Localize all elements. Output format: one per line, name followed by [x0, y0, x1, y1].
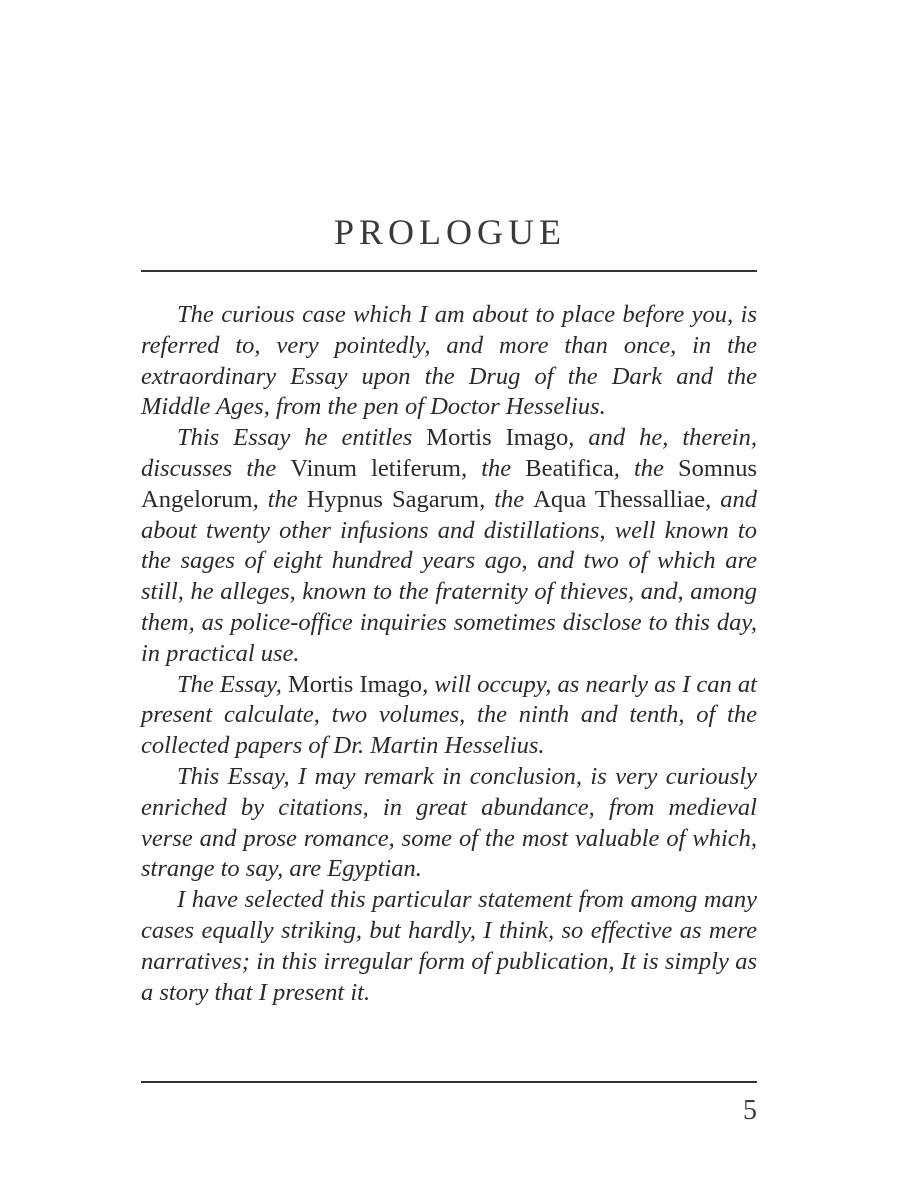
prologue-text	[141, 300, 757, 1008]
text-span: , and about twenty other infusions and distillations, well known to the sages of eight hundred years ago, and two of which are still, he alleges, known to the fraternity of thieves, and, among them, as police-office inquiries sometimes disclose to this day, in practical use.	[141, 485, 758, 667]
text-span: This Essay he entitles	[177, 424, 427, 452]
paragraph-4: This Essay, I may remark in conclusion, is very curiously enriched by citations, in great abundance, from medieval verse and prose romance, some of the most valuable of which, strange to say, are Egyptian.	[141, 762, 757, 883]
essay-title: Mortis Imago	[287, 670, 423, 698]
text-span: The Essay,	[177, 670, 288, 698]
page-number: 5	[743, 1095, 757, 1126]
essay-title: Mortis Imago	[426, 424, 569, 452]
top-rule	[141, 270, 757, 272]
paragraph-5: I have selected this particular statement from among many cases equally striking, but hardly, I think, so effective as mere narratives; in this irregular form of publication, It is simply as a story that I present it.	[141, 886, 757, 1006]
paragraph-3	[141, 670, 757, 762]
bottom-rule	[141, 1081, 757, 1083]
text-span: , the	[479, 485, 534, 513]
drug-name: Hypnus Sagarum	[306, 485, 480, 513]
text-span: , and he, therein, discusses the	[141, 424, 757, 482]
drug-name: Beatifica	[525, 454, 614, 482]
drug-name: Vinum letiferum	[290, 454, 461, 482]
drug-name: Somnus Angelorum	[141, 454, 758, 513]
paragraph-2	[141, 423, 757, 669]
paragraph-1: The curious case which I am about to place before you, is referred to, very pointedly, and more than once, in the extraordinary Essay upon the Drug of the Dark and the Middle Ages, from the pen of Doctor Hesselius.	[141, 301, 757, 421]
chapter-heading: PROLOGUE	[333, 212, 566, 252]
text-span: , the	[252, 485, 307, 513]
drug-name: Aqua Thessalliae	[533, 485, 706, 513]
text-span: , will occupy, as nearly as I can at present calculate, two volumes, the ninth and tenth, of the collected papers of Dr. Martin Hesselius.	[141, 670, 757, 760]
text-span: , the	[613, 454, 679, 482]
text-span: , the	[460, 454, 526, 482]
